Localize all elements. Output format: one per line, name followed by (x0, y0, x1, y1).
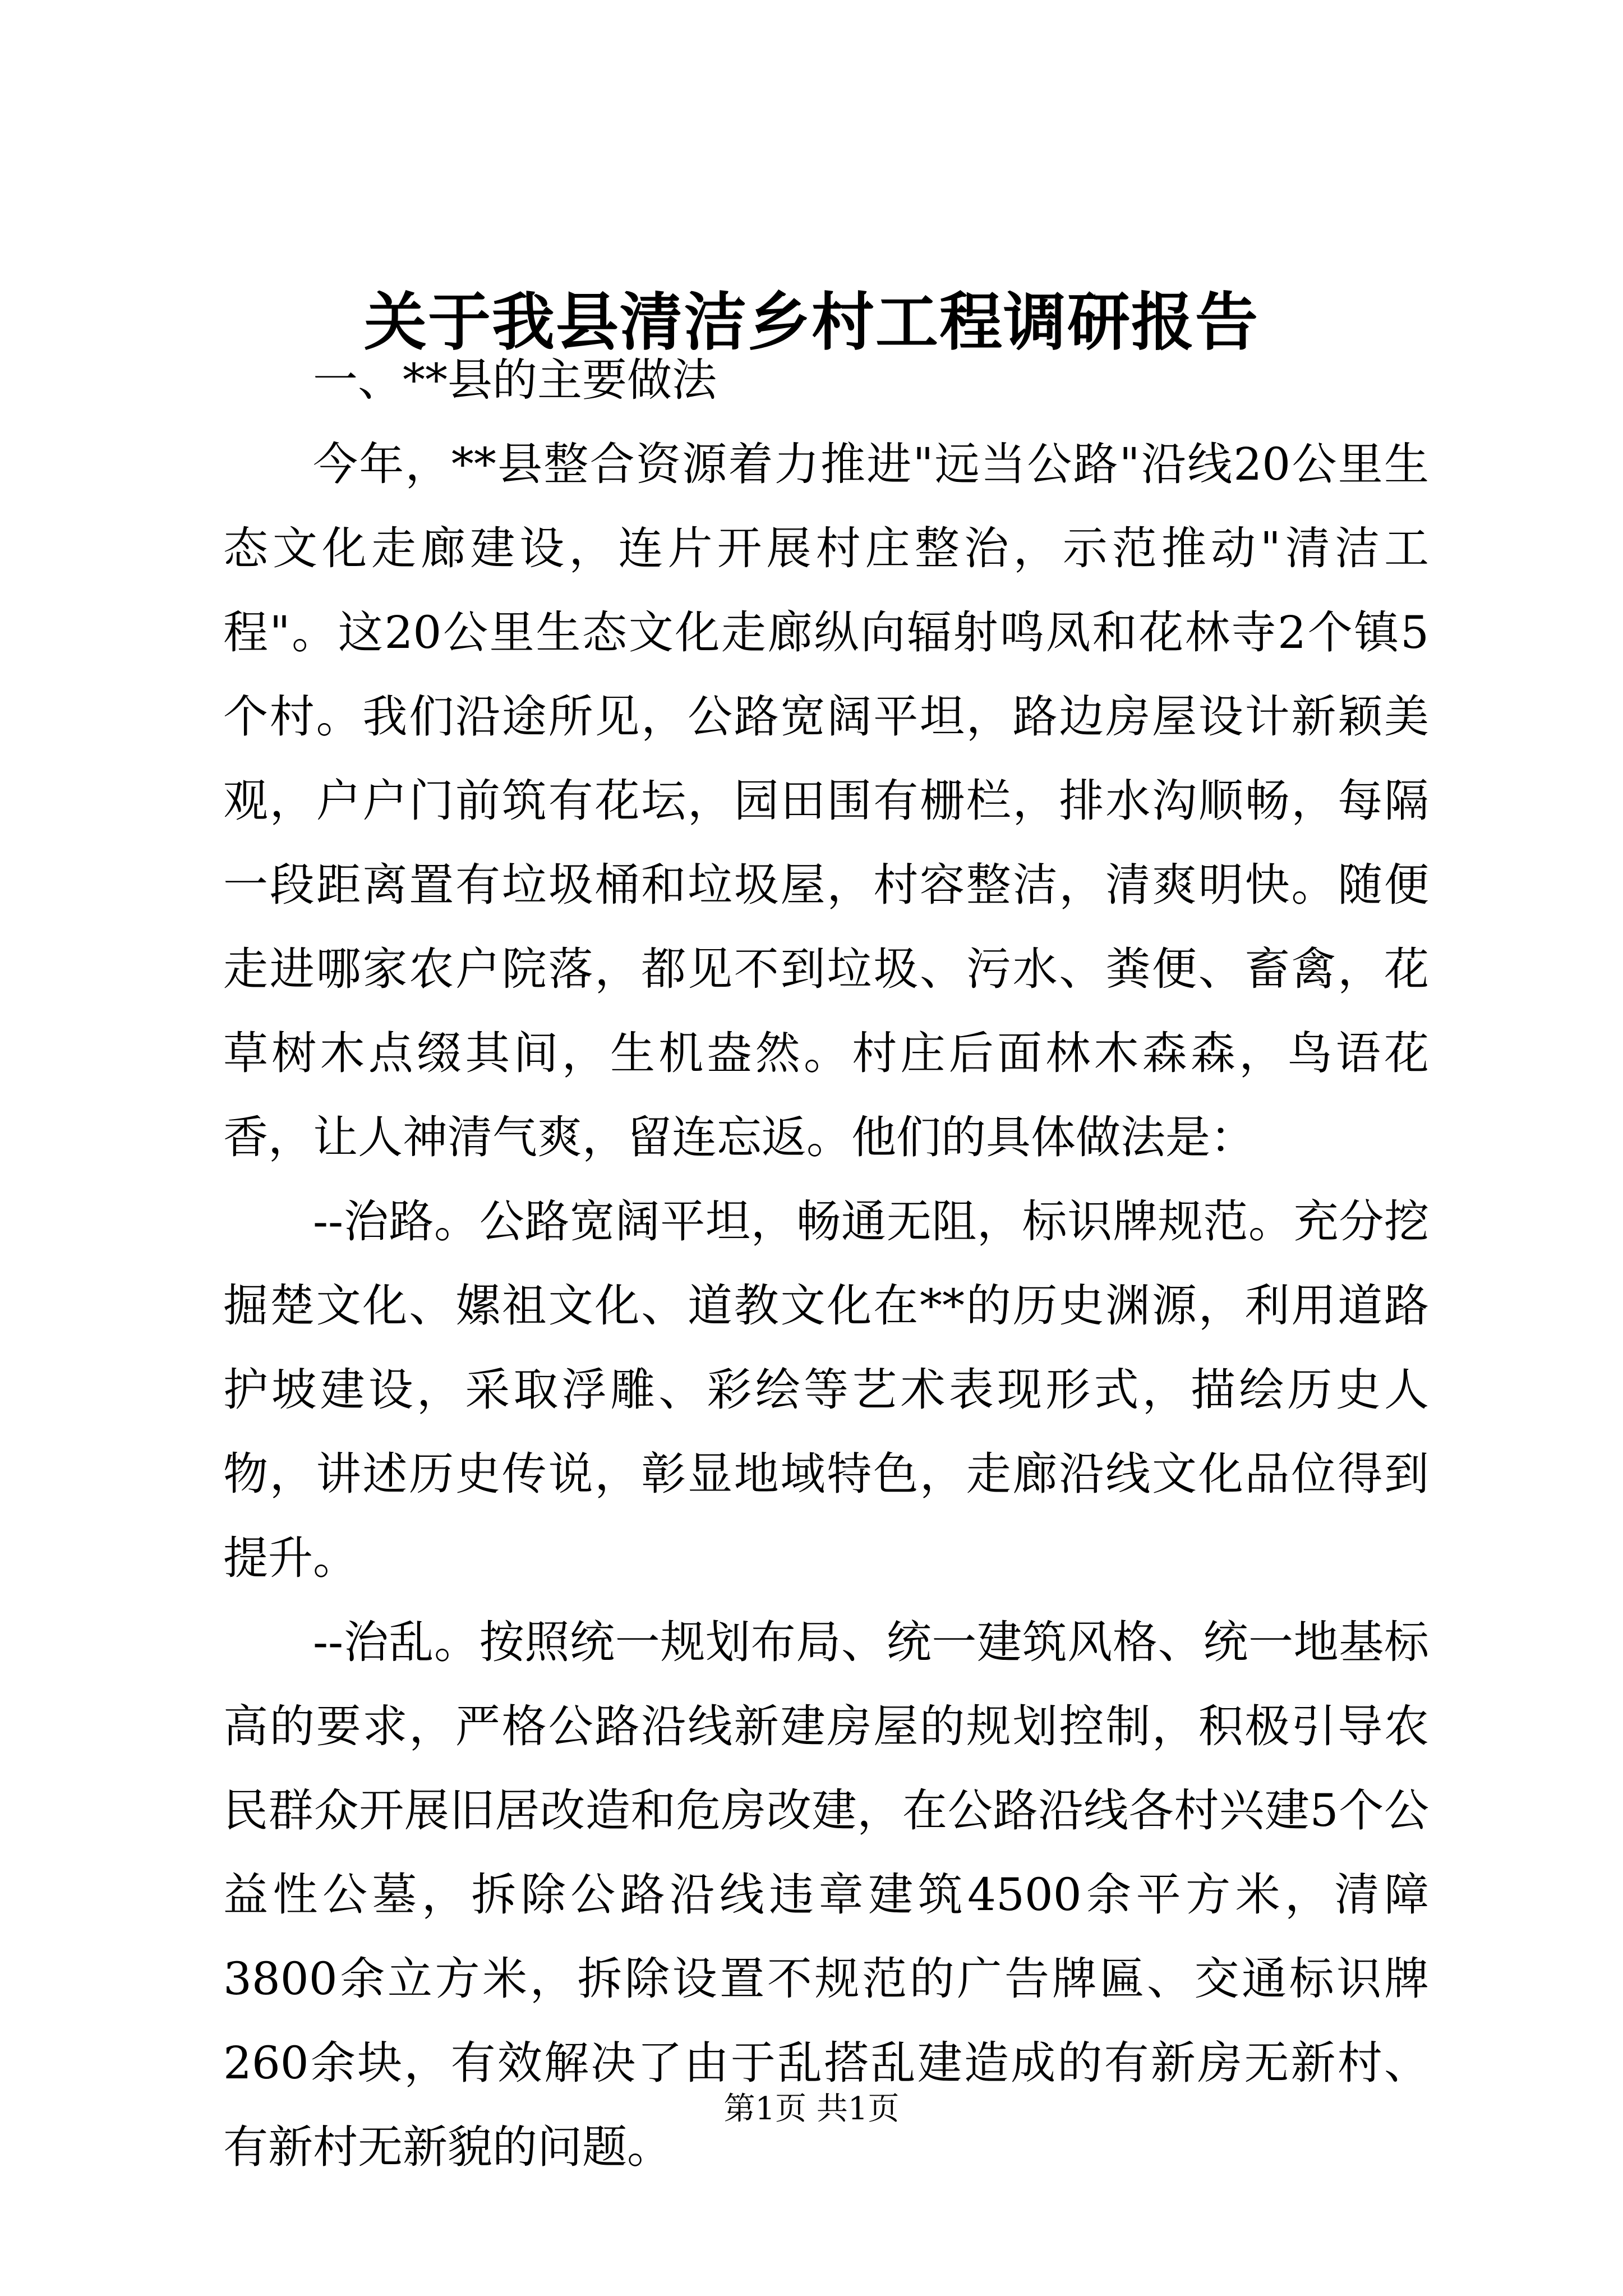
paragraph: --治路。公路宽阔平坦，畅通无阻，标识牌规范。充分挖掘楚文化、嫘祖文化、道教文化在**的历史渊源，利用道路护坡建设，采取浮雕、彩绘等艺术表现形式，描绘历史人物，讲述历史传说，彰显地域特色，走廊沿线文化品位得到提升。 (223, 1195, 1429, 1584)
page-footer: 第1页 共1页 (723, 2091, 900, 2127)
document-body (223, 338, 1429, 2189)
document-title: 关于我县清洁乡村工程调研报告 (364, 286, 1259, 359)
section-heading: 一、**县的主要做法 (313, 354, 717, 406)
paragraph: --治乱。按照统一规划布局、统一建筑风格、统一地基标高的要求，严格公路沿线新建房屋的规划控制，积极引导农民群众开展旧居改造和危房改建，在公路沿线各村兴建5个公益性公墓，拆除公路沿线违章建筑4500余平方米，清障3800余立方米，拆除设置不规范的广告牌匾、交通标识牌260余块，有效解决了由于乱搭乱建造成的有新房无新村、有新村无新貌的问题。 (223, 1616, 1429, 2173)
paragraph: 今年，**县整合资源着力推进"远当公路"沿线20公里生态文化走廊建设，连片开展村庄整治，示范推动"清洁工程"。这20公里生态文化走廊纵向辐射鸣凤和花林寺2个镇5个村。我们沿途所见，公路宽阔平坦，路边房屋设计新颖美观，户户门前筑有花坛，园田围有栅栏，排水沟顺畅，每隔一段距离置有垃圾桶和垃圾屋，村容整洁，清爽明快。随便走进哪家农户院落，都见不到垃圾、污水、粪便、畜禽，花草树木点缀其间，生机盎然。村庄后面林木森森，鸟语花香，让人神清气爽，留连忘返。他们的具体做法是： (223, 438, 1429, 1163)
